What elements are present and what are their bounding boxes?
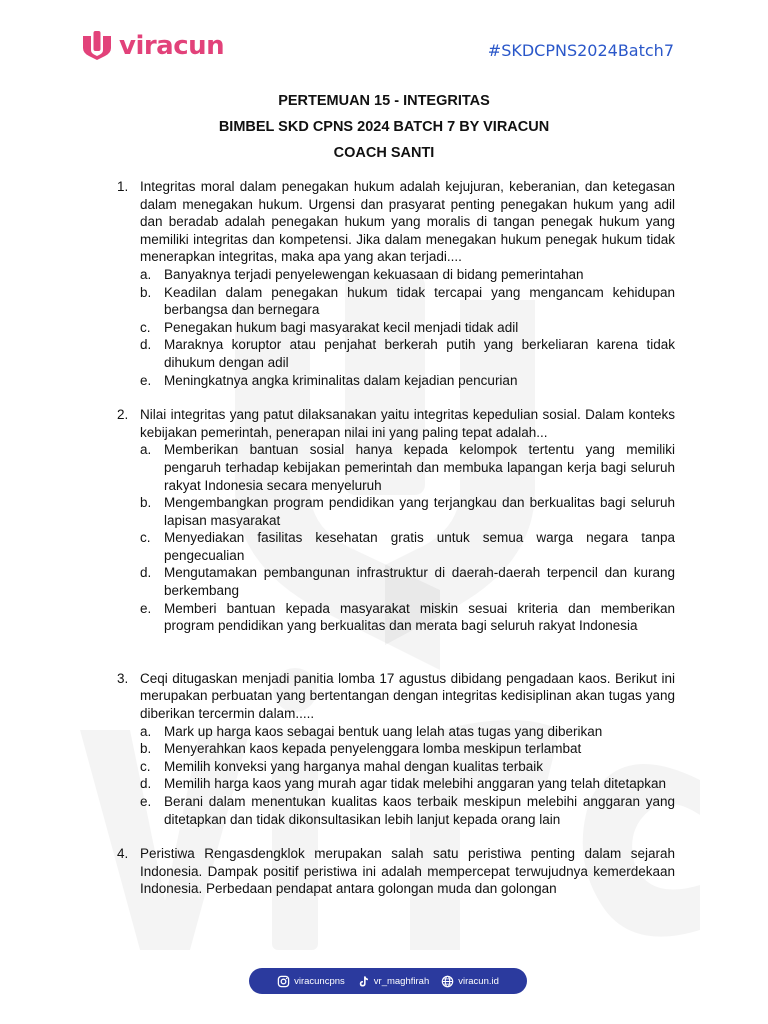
option-text: Maraknya koruptor atau penjahat berkerah putih yang berkeliaran karena tidak dihukum dengan adil — [164, 337, 675, 370]
option-text: Memilih konveksi yang harganya mahal dengan kualitas terbaik — [164, 758, 543, 774]
option-text: Menyediakan fasilitas kesehatan gratis untuk semua warga negara tanpa pengecualian — [164, 530, 675, 563]
option-text: Keadilan dalam penegakan hukum tidak tercapai yang mengancam kehidupan berbangsa dan bernegara — [164, 284, 675, 318]
option-letter: e. — [140, 372, 152, 388]
question-3 — [117, 670, 675, 828]
course-title: BIMBEL SKD CPNS 2024 BATCH 7 BY VIRACUN — [218, 119, 550, 135]
option-letter: a. — [140, 442, 152, 458]
option-c — [117, 319, 675, 337]
coach-name: COACH SANTI — [333, 145, 435, 161]
meeting-title: PERTEMUAN 15 - INTEGRITAS — [278, 93, 490, 109]
question-number: 1. — [117, 179, 129, 194]
option-letter: b. — [140, 495, 152, 511]
page-header — [0, 0, 768, 80]
option-letter: e. — [140, 600, 152, 616]
option-text: Meningkatnya angka kriminalitas dalam kejadian pencurian — [164, 372, 518, 388]
question-number: 4. — [117, 846, 129, 862]
question-number: 3. — [117, 670, 129, 686]
option-b — [117, 494, 675, 529]
option-text: Mengutamakan pembangunan infrastruktur di daerah-daerah terpencil dan kurang berkembang — [164, 565, 675, 599]
option-letter: d. — [140, 337, 152, 353]
option-text: Berani dalam menentukan kualitas kaos terbaik meskipun melebihi anggaran yang ditetapkan dan tidak dikonsultasikan lebih lanjut kepada orang lain — [164, 794, 675, 827]
question-list — [117, 178, 675, 898]
option-text: Memberikan bantuan sosial hanya kepada kelompok tertentu yang memiliki pengaruh terhadap kebijakan pemerintah dan membuka lapangan kerja bagi seluruh rakyat Indonesia secara menyeluruh — [164, 442, 675, 493]
option-text: Banyaknya terjadi penyelewengan kekuasaan di bidang pemerintahan — [164, 266, 584, 282]
option-text: Memilih harga kaos yang murah agar tidak melebihi anggaran yang telah ditetapkan — [164, 776, 667, 792]
option-text: Penegakan hukum bagi masyarakat kecil menjadi tidak adil — [164, 319, 519, 335]
tiktok-link[interactable] — [357, 975, 429, 988]
viracun-logo — [80, 29, 224, 63]
option-a — [117, 266, 675, 284]
option-letter: b. — [140, 284, 152, 300]
option-c — [117, 529, 675, 564]
option-d — [117, 564, 675, 599]
option-text: Memberi bantuan kepada masyarakat miskin sesuai kriteria dan memberikan program pendidikan yang berkualitas dan merata bagi seluruh rakyat Indonesia — [164, 600, 675, 634]
option-a — [117, 441, 675, 494]
option-letter: e. — [140, 794, 152, 809]
brand-name: viracun — [119, 31, 225, 61]
tiktok-handle: vr_maghfirah — [373, 975, 430, 987]
option-letter: b. — [140, 741, 152, 757]
option-d — [117, 775, 675, 793]
instagram-icon — [277, 975, 290, 988]
option-b — [117, 284, 675, 319]
option-letter: c. — [140, 530, 151, 546]
option-letter: a. — [140, 266, 152, 282]
option-e — [117, 600, 675, 635]
option-letter: d. — [140, 776, 152, 792]
social-footer — [249, 968, 527, 994]
question-text: Ceqi ditugaskan menjadi panitia lomba 17 agustus dibidang pengadaan kaos. Berikut ini merupakan perbuatan yang bertentangan dengan integritas kedisiplinan akan tugas yang diberikan tercermin dalam..... — [140, 670, 675, 722]
option-text: Menyerahkan kaos kepada penyelenggara lomba meskipun terlambat — [164, 741, 582, 757]
question-2 — [117, 406, 675, 635]
option-list — [117, 441, 675, 635]
instagram-handle: viracuncpns — [294, 975, 345, 987]
tiktok-icon — [357, 975, 370, 988]
option-list — [117, 723, 675, 829]
option-c — [117, 758, 675, 776]
question-1 — [117, 178, 675, 389]
option-d — [117, 336, 675, 371]
question-text: Nilai integritas yang patut dilaksanakan yaitu integritas kepedulian sosial. Dalam konteks kebijakan pemerintah, penerapan nilai ini yang paling tepat adalah... — [140, 407, 675, 440]
globe-icon — [441, 975, 454, 988]
question-number: 2. — [117, 407, 129, 423]
website-url: viracun.id — [458, 975, 499, 987]
question-text: Peristiwa Rengasdengklok merupakan salah satu peristiwa penting dalam sejarah Indonesia. Dampak positif peristiwa ini adalah mempercepat terwujudnya kemerdekaan Indonesia. Perbedaan pendapat antara golongan muda dan golongan — [140, 846, 675, 897]
question-4 — [117, 845, 675, 898]
option-e — [117, 793, 675, 828]
option-letter: c. — [140, 319, 151, 335]
option-text: Mengembangkan program pendidikan yang terjangkau dan berkualitas bagi seluruh lapisan masyarakat — [164, 495, 675, 528]
website-link[interactable] — [441, 975, 499, 988]
option-list — [117, 266, 675, 389]
option-letter: d. — [140, 565, 152, 581]
option-text: Mark up harga kaos sebagai bentuk uang lelah atas tugas yang diberikan — [164, 723, 603, 739]
option-letter: c. — [140, 758, 151, 774]
instagram-link[interactable] — [277, 975, 345, 988]
book-logo-icon — [80, 29, 114, 63]
question-text: Integritas moral dalam penegakan hukum adalah kejujuran, keberanian, dan ketegasan dalam menegakan hukum. Urgensi dan prasyarat penting penegakan hukum yang adil dan beradab adalah penegakan hukum yang moralis di tangan penegak hukum yang memiliki integritas dan kompetensi. Jika dalam menegakan hukum penegak hukum tidak menerapkan integritas, maka apa yang akan terjadi.... — [140, 179, 675, 265]
option-e — [117, 372, 675, 390]
hashtag-label: #SKDCPNS2024Batch7 — [487, 41, 674, 60]
document-titles — [0, 88, 768, 166]
option-b — [117, 740, 675, 758]
option-letter: a. — [140, 723, 152, 739]
option-a — [117, 723, 675, 741]
